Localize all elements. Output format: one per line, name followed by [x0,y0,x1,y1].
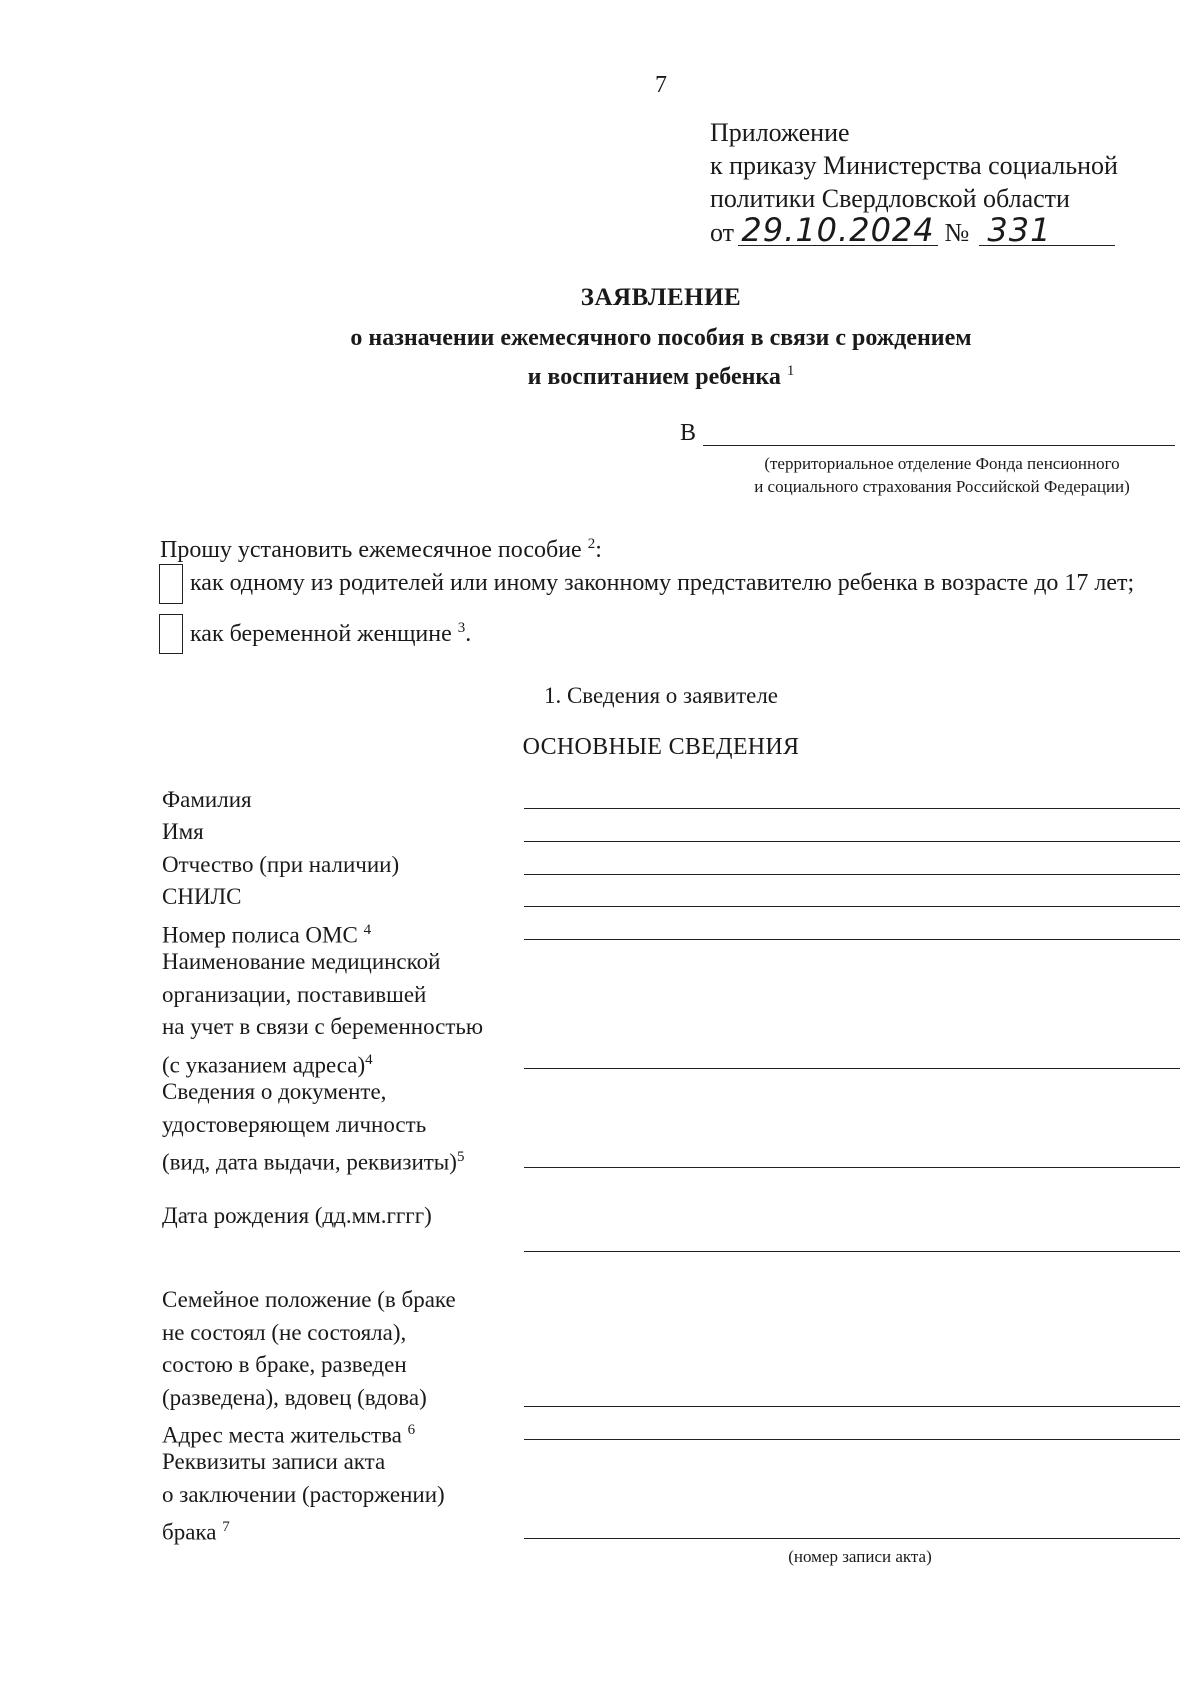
marriage-record-hint: (номер записи акта) [788,1547,932,1566]
address-label: Адрес места жительства $^6$ [162,1422,416,1448]
marital-status-label: Семейное положение (в браке не состоял (не состояла), состою в браке, разведен (разведена), вдовец (вдова) [162,1287,456,1410]
document-subtitle [0,322,1200,394]
footnote-mark: 3 [457,620,466,636]
document-title: ЗАЯВЛЕНИЕ [580,284,742,311]
parent-option-checkbox[interactable] [159,564,183,604]
name-field[interactable] [524,841,1180,842]
marriage-record-field[interactable] [524,1538,1180,1539]
footnote-mark: 5 [456,1149,465,1165]
birth-date-label: Дата рождения (дд.мм.гггг) [162,1203,432,1228]
patronymic-field[interactable] [524,874,1180,875]
footnote-mark: 7 [222,1519,230,1535]
footnote-mark: 4 [363,922,372,938]
request-text: Прошу установить ежемесячное пособие $^2$: [160,536,602,563]
recipient-prefix: В [680,420,697,446]
date-prefix: от [710,218,735,247]
oms-label: Номер полиса ОМС $^4$ [162,922,372,948]
med-org-field[interactable] [524,1068,1180,1069]
birth-date-field[interactable] [524,1251,1180,1252]
patronymic-label: Отчество (при наличии) [162,852,400,877]
page-number: 7 [655,72,667,98]
recipient-field[interactable] [703,445,1175,446]
parent-option-label: как одному из родителей или иному законному представителю ребенка в возрасте до 17 лет; [190,570,1135,596]
footnote-mark: 2 [587,536,596,552]
appendix-line-2: к приказу Министерства социальной [710,151,1118,180]
appendix-line-1: Приложение [710,118,850,147]
footnote-mark: 4 [365,1051,373,1068]
order-date: 29.10.2024 [738,215,938,246]
marital-status-field[interactable] [524,1406,1180,1407]
snils-label: СНИЛС [162,884,242,909]
section-title: 1. Сведения о заявителе [543,683,779,708]
appendix-order-line [710,211,1118,249]
subtitle-line-1: о назначении ежемесячного пособия в связи с рождением [350,325,972,351]
footnote-mark: 1 [786,363,795,379]
pregnant-option-label: как беременной женщине $^3$. [190,620,472,647]
number-prefix: № [944,218,970,247]
section-subtitle: ОСНОВНЫЕ СВЕДЕНИЯ [522,734,800,760]
footnote-mark: 6 [407,1422,416,1438]
appendix-line-3: политики Свердловской области [710,184,1070,213]
oms-field[interactable] [524,939,1180,940]
surname-label: Фамилия [162,787,252,812]
appendix-block [710,116,1118,249]
subtitle-line-2: и воспитанием ребенка $^1$ [527,363,795,390]
recipient-hint: (территориальное отделение Фонда пенсионного и социального страхования Российской Федерации) [754,454,1130,496]
snils-field[interactable] [524,906,1180,907]
id-document-label: Сведения о документе, удостоверяющем личность (вид, дата выдачи, реквизиты)$^5$ [162,1079,465,1175]
surname-field[interactable] [524,808,1180,809]
id-document-field[interactable] [524,1167,1180,1168]
address-field[interactable] [524,1439,1180,1440]
order-number: 331 [979,215,1115,246]
marriage-record-label: Реквизиты записи акта о заключении (расторжении) брака $^7$ [162,1449,445,1545]
name-label: Имя [162,819,204,844]
pregnant-option-checkbox[interactable] [159,614,183,654]
med-org-label: Наименование медицинской организации, поставившей на учет в связи с беременностью (с указанием адреса)$^4$ [162,949,484,1078]
